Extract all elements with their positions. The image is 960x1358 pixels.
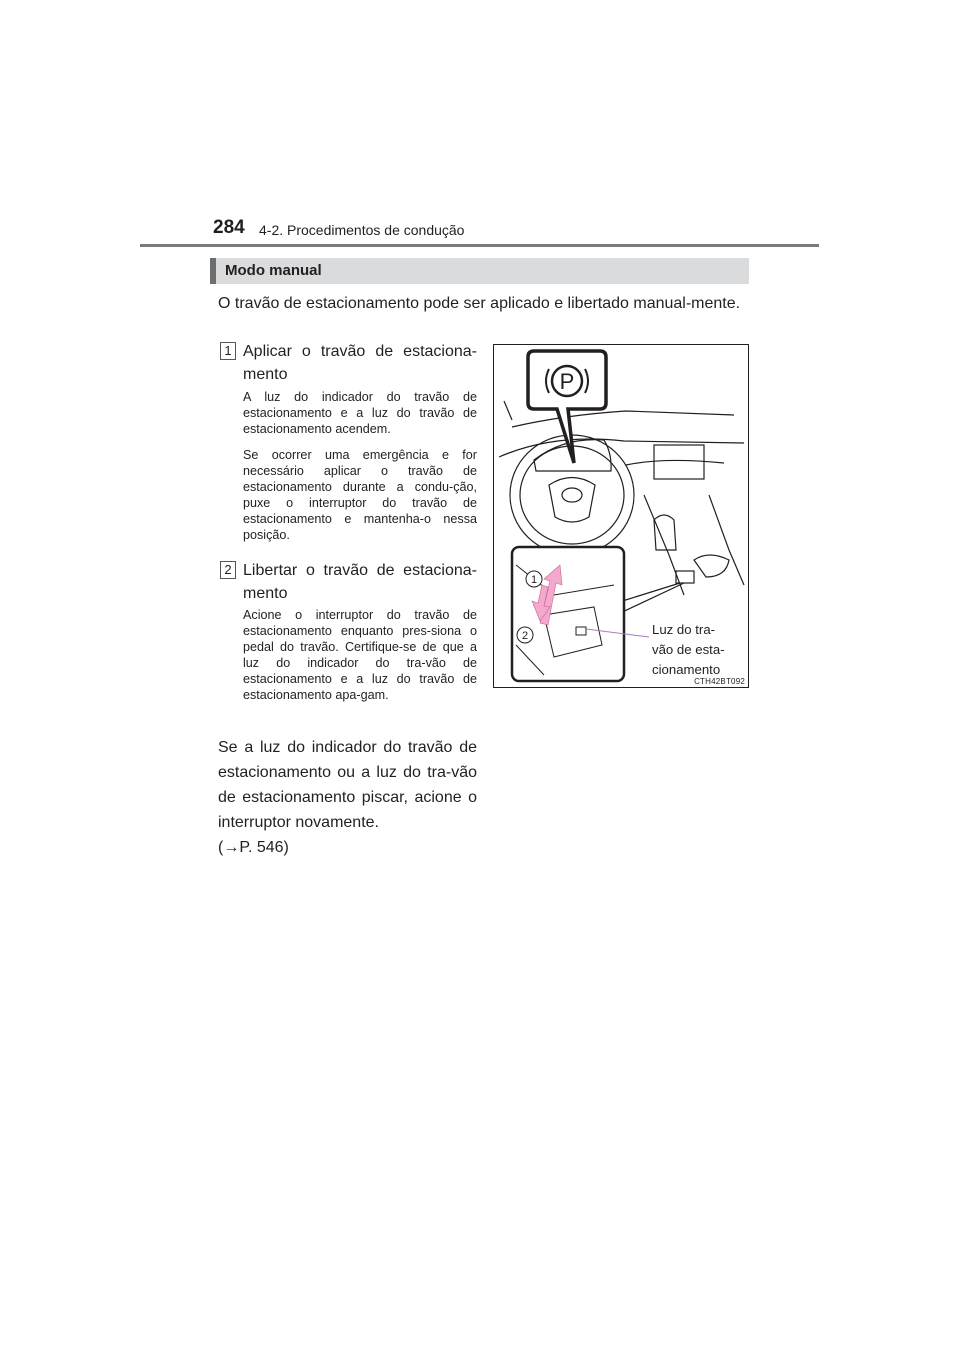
figure-code: CTH42BT092 <box>694 677 745 686</box>
dashboard-line <box>512 411 734 427</box>
vent <box>626 460 724 465</box>
dashboard-line <box>499 439 744 457</box>
closing-paragraph <box>218 735 477 860</box>
mode-heading-bar <box>210 258 749 284</box>
console-line <box>709 495 744 585</box>
closing-text: Se a luz do indicador do travão de estacionamento ou a luz do tra-vão de estacionamento piscar, acione o interruptor novamente. <box>218 739 477 831</box>
callout-2-number: 2 <box>521 630 529 642</box>
heading-accent <box>210 258 216 284</box>
mode-heading: Modo manual <box>225 262 322 279</box>
section-title: 4-2. Procedimentos de condução <box>259 222 465 238</box>
logo <box>562 488 582 502</box>
header-rule <box>140 244 819 247</box>
dashboard-line <box>504 401 512 420</box>
step-1-title: Aplicar o travão de estaciona-mento <box>243 343 477 383</box>
step-1-note-1: A luz do indicador do travão de estacionamento e a luz do travão de estacionamento acendem. <box>243 390 477 436</box>
intro-paragraph: O travão de estacionamento pode ser aplicado e libertado manual-mente. <box>218 295 741 312</box>
light-label-line-3: cionamento <box>652 662 721 677</box>
switch-inset <box>512 547 624 681</box>
page-number: 284 <box>213 217 245 238</box>
page-reference: (→P. 546) <box>218 839 289 856</box>
step-1-note-2: Se ocorrer uma emergência e for necessário aplicar o travão de estacionamento durante a condu-ção, puxe o interruptor do travão de estacionamento e mantenha-o nessa posição. <box>243 448 477 542</box>
light-label-line-2: vão de esta- <box>652 642 725 657</box>
step-2-number: 2 <box>220 561 236 579</box>
light-label-line-1: Luz do tra- <box>652 622 716 637</box>
step-2-title: Libertar o travão de estaciona-mento <box>243 562 477 602</box>
callout-1-number: 1 <box>530 574 538 586</box>
center-screen <box>654 445 704 479</box>
console-line <box>644 495 684 595</box>
step-1-number: 1 <box>220 342 236 360</box>
parking-brake-light-label <box>652 620 725 680</box>
indicator-symbol: P <box>559 369 575 394</box>
cup-holder <box>694 555 729 577</box>
inset-pointer <box>616 583 684 615</box>
indicator-callout <box>528 351 606 463</box>
steering-hub <box>549 478 595 523</box>
parking-brake-figure <box>493 344 749 688</box>
step-2-note-1: Acione o interruptor do travão de estacionamento enquanto pres-siona o pedal do travão. Certifique-se de que a luz do indicador do tra-vão de estacionamento e a luz do travão de estacionamento apa-gam. <box>243 608 477 702</box>
